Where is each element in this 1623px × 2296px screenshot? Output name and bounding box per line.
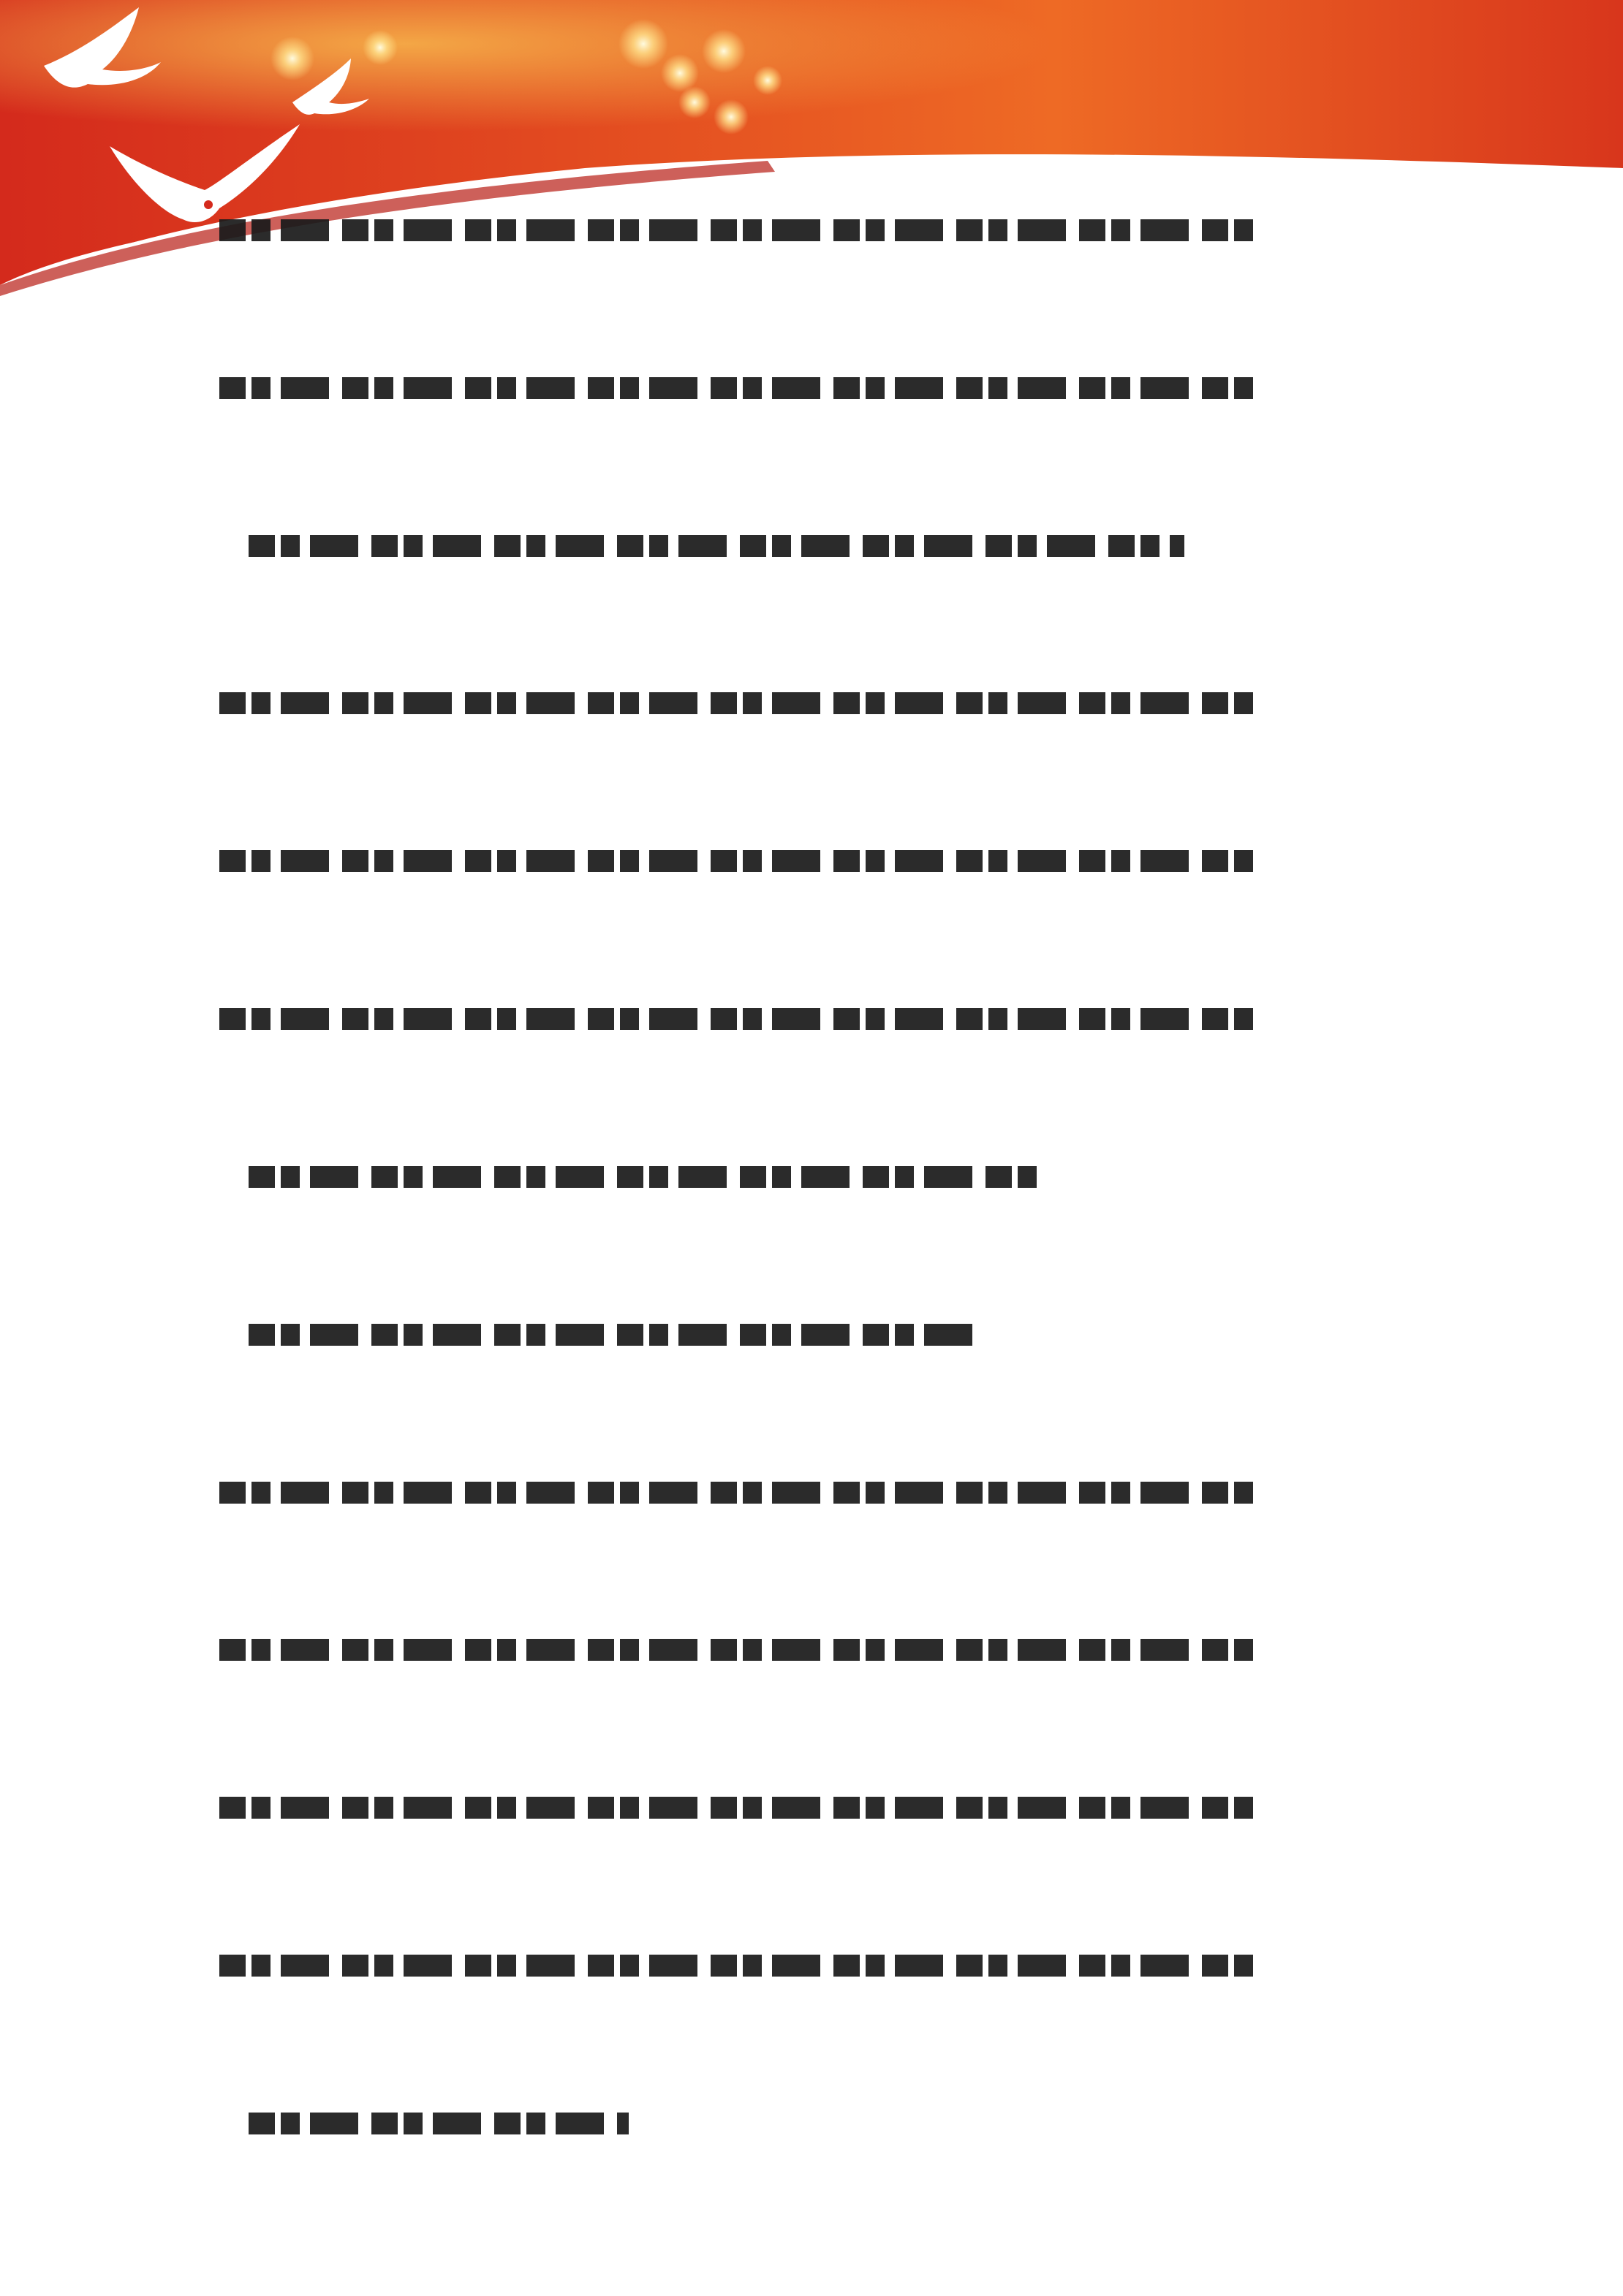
text-line — [219, 377, 1257, 399]
text-line — [249, 1166, 1038, 1188]
text-line — [219, 1482, 1257, 1504]
text-line — [219, 219, 1257, 241]
text-line — [219, 1797, 1257, 1819]
text-line — [249, 1324, 980, 1346]
text-line — [249, 2113, 629, 2134]
text-line — [219, 1639, 1257, 1661]
text-line — [219, 1955, 1257, 1977]
text-line — [219, 1008, 1257, 1030]
text-line — [249, 535, 1184, 557]
text-line — [219, 692, 1257, 714]
mongolian-text-body — [219, 219, 1433, 2134]
text-line — [219, 850, 1257, 872]
